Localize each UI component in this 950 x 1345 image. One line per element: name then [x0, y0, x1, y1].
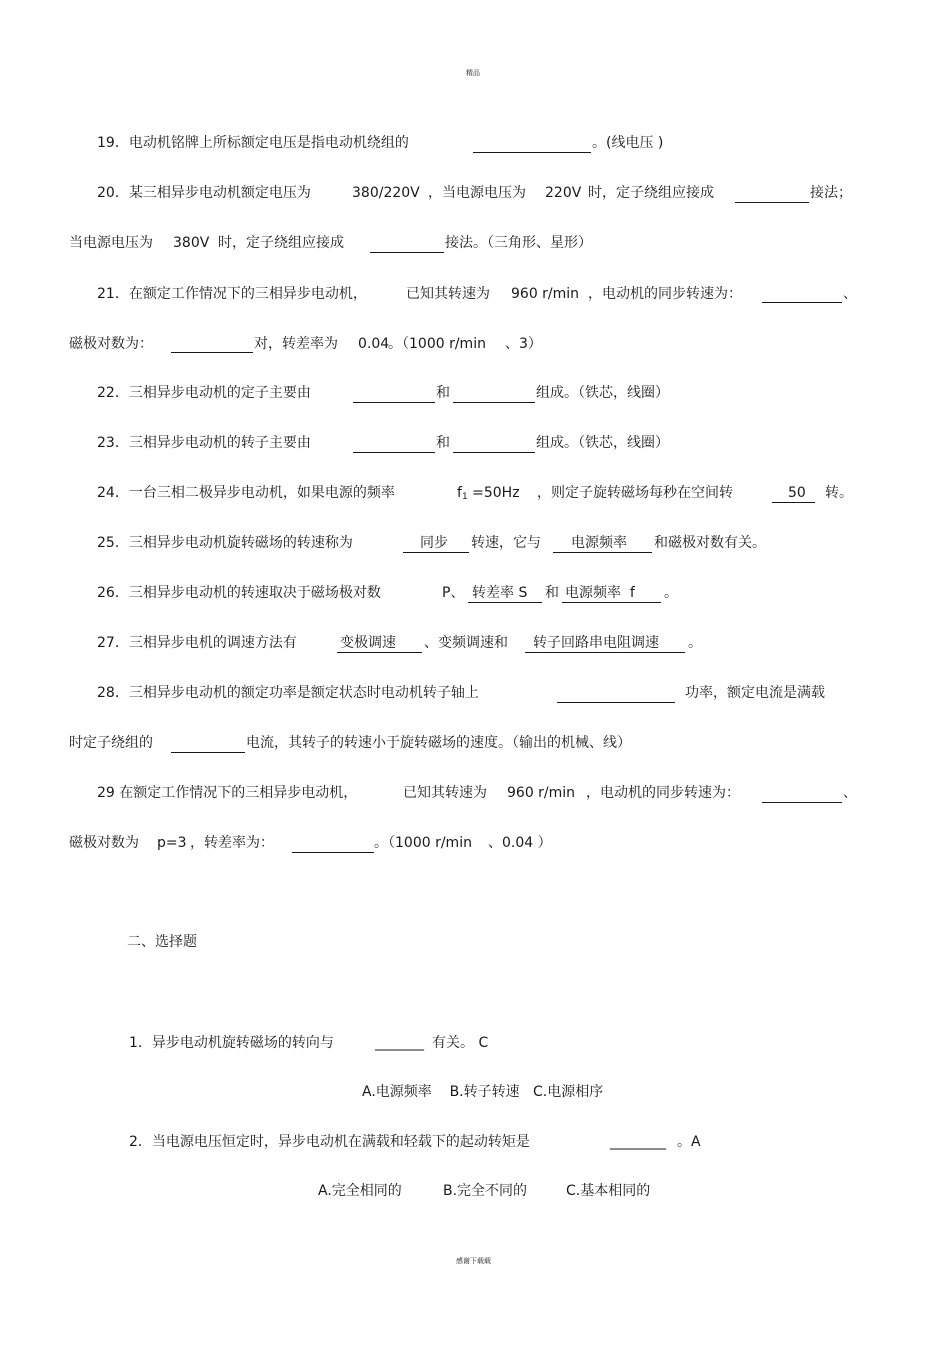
q21-blank-1[interactable]: [762, 302, 842, 303]
q20-text-1: 20．某三相异步电动机额定电压为: [97, 185, 311, 201]
q20-text-3: 时，定子绕组应接成: [588, 185, 714, 201]
q23-text-2: 和: [436, 435, 450, 451]
q26-text-3: 和: [545, 585, 559, 601]
q25-answer-2: 电源频率: [571, 535, 627, 551]
q21-text-8: 、3）: [505, 336, 542, 352]
q21-text-2: 已知其转速为: [406, 286, 490, 302]
q29-blank-1[interactable]: [762, 802, 842, 803]
q25-text-2: 转速，它与: [471, 535, 541, 551]
q22-text-1: 22．三相异步电动机的定子主要由: [97, 385, 311, 401]
q25-answer-line-1: [403, 552, 469, 553]
q24-text-1: 24．一台三相二极异步电动机，如果电源的频率: [97, 485, 395, 501]
q20-text-2: ，当电源电压为: [428, 185, 526, 201]
choice1-blank[interactable]: _______: [375, 1035, 424, 1051]
q29-text-5: 磁极对数为: [69, 835, 139, 851]
q29-text-3: ，电动机的同步转速为：: [586, 785, 740, 801]
q22-text-3: 组成。（铁芯，线圈）: [536, 385, 669, 401]
choice2-option-c: C.基本相同的: [566, 1183, 651, 1199]
q23-text-1: 23．三相异步电动机的转子主要由: [97, 435, 311, 451]
q21-text-3: ，电动机的同步转速为：: [588, 286, 742, 302]
q20-blank-1[interactable]: [735, 202, 809, 203]
choice2-suffix: 。A: [677, 1134, 701, 1150]
q19-suffix: 。(线电压 ): [592, 135, 664, 151]
q20-text-6: 时，定子绕组应接成: [218, 235, 344, 251]
q27-text-1: 27．三相异步电机的调速方法有: [97, 635, 297, 651]
q24-answer-line: [772, 502, 815, 503]
q19-blank[interactable]: [473, 152, 591, 153]
q24-f-symbol: f: [457, 485, 462, 501]
q29-text-7: 。（1000 r/min: [374, 835, 472, 851]
q28-text-3: 时定子绕组的: [69, 735, 153, 751]
page-header: 精品: [466, 69, 480, 77]
q20-value-220: 220V: [545, 185, 582, 201]
q29-blank-2[interactable]: [292, 852, 374, 853]
q29-text-6: ，转差率为：: [190, 835, 274, 851]
q25-answer-line-2: [553, 552, 652, 553]
q27-text-2: 、变频调速和: [424, 635, 508, 651]
q28-blank-1[interactable]: [557, 702, 675, 703]
q25-text-1: 25．三相异步电动机旋转磁场的转速称为: [97, 535, 353, 551]
q28-text-2: 功率，额定电流是满载: [685, 685, 825, 701]
q29-text-1: 29 在额定工作情况下的三相异步电动机，: [97, 785, 358, 801]
choice2-option-b: B.完全不同的: [443, 1183, 528, 1199]
q21-value-speed: 960 r/min: [511, 286, 580, 302]
q24-frequency: [457, 484, 520, 506]
choice1-text: 1．异步电动机旋转磁场的转向与: [129, 1035, 334, 1051]
q29-value-p: p=3: [157, 835, 187, 851]
q22-text-2: 和: [436, 385, 450, 401]
q20-text-4: 接法；: [810, 185, 852, 201]
q24-answer: 50: [788, 485, 806, 501]
q21-text-7: 。（1000 r/min: [388, 336, 486, 352]
section-title-choice: 二、选择题: [127, 934, 197, 950]
choice2-option-a: A.完全相同的: [318, 1183, 402, 1199]
q29-text-2: 已知其转速为: [403, 785, 487, 801]
q26-answer-2: 电源频率 f: [565, 585, 635, 601]
q21-value-slip: 0.04: [358, 336, 390, 352]
choice1-suffix: 有关。 C: [432, 1035, 489, 1051]
q26-text-1: 26．三相异步电动机的转速取决于磁场极对数: [97, 585, 381, 601]
q23-blank-1[interactable]: [353, 452, 435, 453]
q20-value-380: 380V: [173, 235, 210, 251]
choice2-blank[interactable]: ________: [610, 1134, 666, 1150]
q24-text-3: 转。: [825, 485, 853, 501]
q27-answer-line-2: [525, 652, 685, 653]
q23-text-3: 组成。（铁芯，线圈）: [536, 435, 669, 451]
q21-text-5: 磁极对数为：: [69, 336, 153, 352]
q21-text-1: 21．在额定工作情况下的三相异步电动机，: [97, 286, 367, 302]
q28-text-4: 电流，其转子的转速小于旋转磁场的速度。（输出的机械、线）: [246, 735, 631, 751]
q26-answer-line-2: [562, 602, 661, 603]
q25-text-3: 和磁极对数有关。: [654, 535, 766, 551]
q19-text: 19．电动机铭牌上所标额定电压是指电动机绕组的: [97, 135, 409, 151]
q21-text-6: 对，转差率为: [254, 336, 338, 352]
q28-blank-2[interactable]: [171, 752, 245, 753]
q22-blank-2[interactable]: [453, 402, 535, 403]
q28-text-1: 28．三相异步电动机的额定功率是额定状态时电动机转子轴上: [97, 685, 479, 701]
q23-blank-2[interactable]: [453, 452, 535, 453]
q29-value-speed: 960 r/min: [507, 785, 576, 801]
q20-text-5: 当电源电压为: [69, 235, 153, 251]
q21-blank-2[interactable]: [171, 352, 253, 353]
choice1-options: A.电源频率 B.转子转速 C.电源相序: [362, 1084, 604, 1100]
q26-text-2: P、: [442, 585, 465, 601]
q26-answer-line-1: [468, 602, 542, 603]
q26-text-4: 。: [664, 585, 678, 601]
q24-f-subscript: 1: [461, 492, 468, 502]
q20-value-voltage: 380/220V: [352, 185, 420, 201]
page-footer: 感谢下载载: [456, 1257, 491, 1265]
q29-text-4: 、: [843, 785, 857, 801]
q24-f-value: =50Hz: [472, 485, 520, 501]
q20-text-7: 接法。（三角形、星形）: [445, 235, 592, 251]
q29-text-8: 、0.04 ）: [488, 835, 552, 851]
q24-text-2: ，则定子旋转磁场每秒在空间转: [537, 485, 733, 501]
q21-text-4: 、: [843, 286, 857, 302]
q27-text-3: 。: [688, 635, 702, 651]
q27-answer-line-1: [337, 652, 422, 653]
q20-blank-2[interactable]: [370, 252, 444, 253]
q26-answer-1: 转差率 S: [472, 585, 528, 601]
q22-blank-1[interactable]: [353, 402, 435, 403]
q25-answer-1: 同步: [420, 535, 448, 551]
q27-answer-1: 变极调速: [340, 635, 396, 651]
choice2-text: 2．当电源电压恒定时，异步电动机在满载和轻载下的起动转矩是: [129, 1134, 530, 1150]
q27-answer-2: 转子回路串电阻调速: [533, 635, 659, 651]
